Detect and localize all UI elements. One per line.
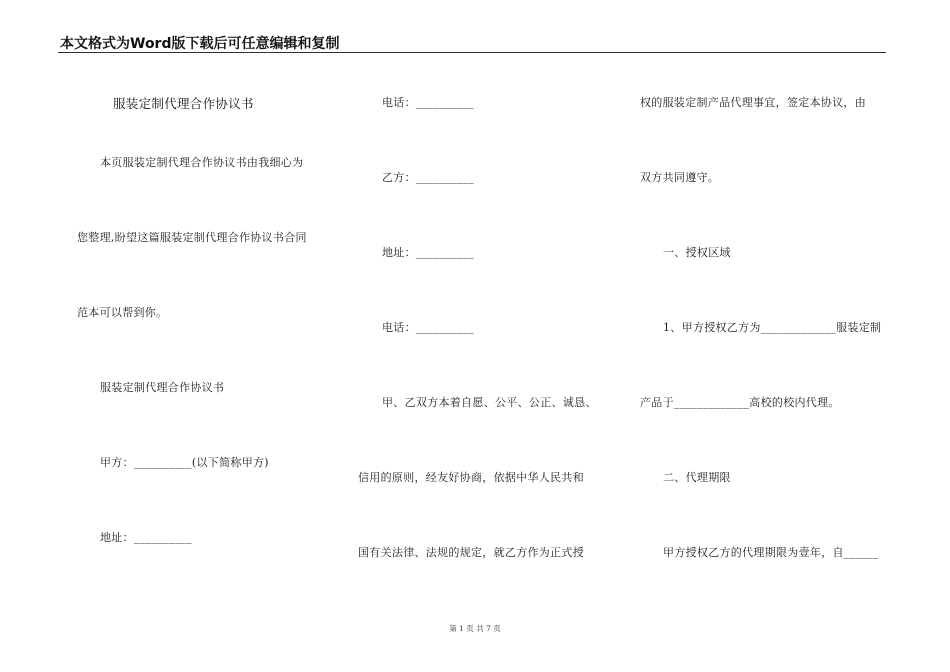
column3-line-4: 1、甲方授权乙方为_____________服装定制 [663, 321, 882, 334]
party-b-address-field: 地址：__________ [382, 246, 474, 259]
party-b-phone-field: 电话：__________ [382, 321, 474, 334]
column1-line-2: 本页服装定制代理合作协议书由我细心为 [100, 156, 304, 169]
section-heading-agency-period: 二、代理期限 [663, 471, 731, 484]
section-heading-authorized-area: 一、授权区域 [663, 246, 731, 259]
column3-line-7: 甲方授权乙方的代理期限为壹年，自______ [663, 546, 879, 559]
column1-line-4: 范本可以帮到你。 [77, 306, 168, 319]
document-header-title: 本文格式为Word版下载后可任意编辑和复制 [60, 36, 340, 52]
document-title: 服装定制代理合作协议书 [113, 96, 254, 111]
page-number: 第 1 页 共 7 页 [449, 624, 501, 633]
column2-line-7: 国有关法律、法规的规定，就乙方作为正式授 [358, 546, 584, 559]
header-divider [58, 52, 886, 53]
column2-line-6: 信用的原则，经友好协商，依据中华人民共和 [358, 471, 584, 484]
column3-line-2: 双方共同遵守。 [640, 171, 720, 184]
party-a-phone-field: 电话：__________ [382, 96, 474, 109]
party-a-address-field: 地址：__________ [100, 531, 192, 544]
column1-line-5: 服装定制代理合作协议书 [100, 381, 225, 394]
party-a-field: 甲方：__________(以下简称甲方) [100, 456, 269, 469]
column3-line-5: 产品于_____________高校的校内代理。 [640, 396, 840, 409]
column3-line-1: 权的服装定制产品代理事宜，签定本协议，由 [640, 96, 866, 109]
party-b-field: 乙方：__________ [382, 171, 474, 184]
column2-line-5: 甲、乙双方本着自愿、公平、公正、诚恳、 [382, 396, 597, 409]
column1-line-3: 您整理,盼望这篇服装定制代理合作协议书合同 [77, 231, 307, 244]
